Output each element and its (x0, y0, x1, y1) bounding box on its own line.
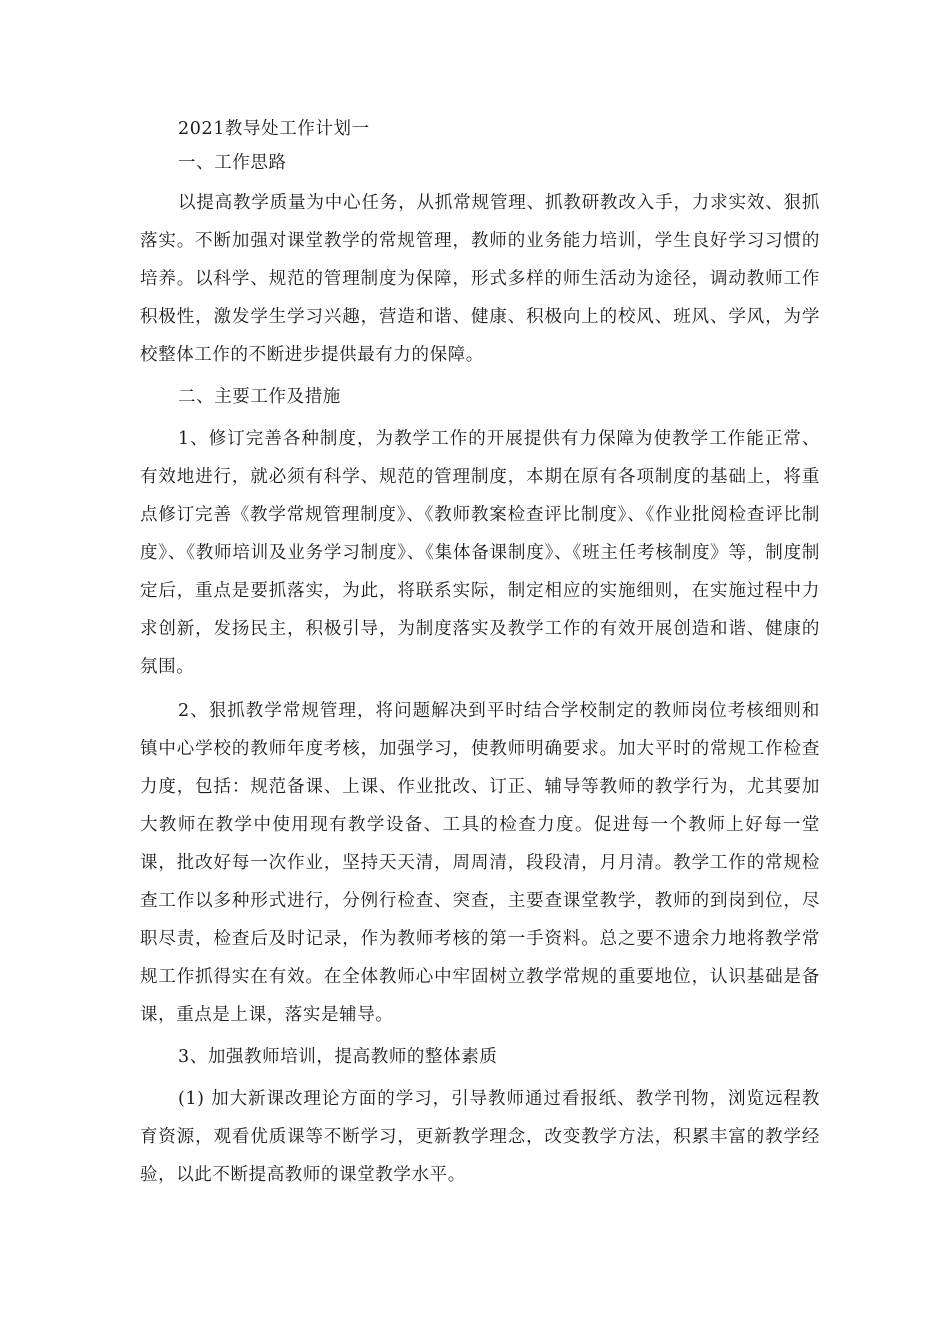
section-heading-main-work: 二、主要工作及措施 (178, 387, 341, 407)
item-3-heading: 3、加强教师培训，提高教师的整体素质 (178, 1047, 498, 1067)
document-title: 2021教导处工作计划一 (178, 119, 370, 139)
paragraph-item-3-sub-1: (1) 加大新课改理论方面的学习，引导教师通过看报纸、教学刊物，浏览远程教育资源，观看优质课等不断学习，更新教学理念，改变教学方法，积累丰富的教学经验，以此不断提高教师的课堂教学水平。 (140, 1089, 820, 1185)
paragraph-item-1: 1、修订完善各种制度，为教学工作的开展提供有力保障为使教学工作能正常、有效地进行，就必须有科学、规范的管理制度，本期在原有各项制度的基础上，将重点修订完善《教学常规管理制度》、《教师教案检查评比制度》、《作业批阅检查评比制度》、《教师培训及业务学习制度》、《集体备课制度》、《班主任考核制度》等，制度制定后，重点是要抓落实，为此，将联系实际，制定相应的实施细则，在实施过程中力求创新，发扬民主，积极引导，为制度落实及教学工作的有效开展创造和谐、健康的氛围。 (140, 429, 820, 677)
section-heading-work-ideas: 一、工作思路 (178, 153, 287, 173)
document-page (140, 112, 820, 1194)
paragraph-item-2: 2、狠抓教学常规管理，将问题解决到平时结合学校制定的教师岗位考核细则和镇中心学校的教师年度考核，加强学习，使教师明确要求。加大平时的常规工作检查力度，包括：规范备课、上课、作业批改、订正、辅导等教师的教学行为，尤其要加大教师在教学中使用现有教学设备、工具的检查力度。促进每一个教师上好每一堂课，批改好每一次作业，坚持天天清，周周清，段段清，月月清。教学工作的常规检查工作以多种形式进行，分例行检查、突查，主要查课堂教学，教师的到岗到位，尽职尽责，检查后及时记录，作为教师考核的第一手资料。总之要不遗余力地将教学常规工作抓得实在有效。在全体教师心中牢固树立教学常规的重要地位，认识基础是备课，重点是上课，落实是辅导。 (140, 701, 820, 1025)
paragraph-work-ideas: 以提高教学质量为中心任务，从抓常规管理、抓教研教改入手，力求实效、狠抓落实。不断加强对课堂教学的常规管理，教师的业务能力培训，学生良好学习习惯的培养。以科学、规范的管理制度为保障，形式多样的师生活动为途径，调动教师工作积极性，激发学生学习兴趣，营造和谐、健康、积极向上的校风、班风、学风，为学校整体工作的不断进步提供最有力的保障。 (140, 193, 820, 365)
